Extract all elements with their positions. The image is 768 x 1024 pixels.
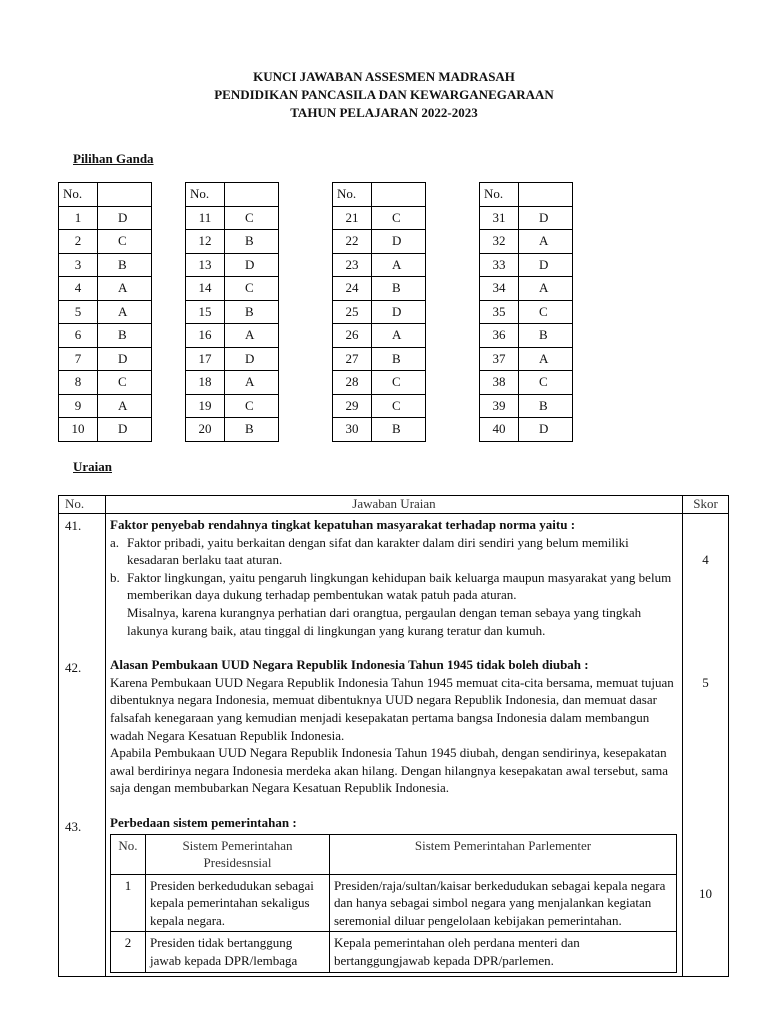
essay-numbers-cell (59, 514, 106, 977)
question-number: 12 (186, 230, 225, 254)
answer-row (480, 347, 573, 371)
question-number: 23 (333, 253, 372, 277)
answer-row (480, 230, 573, 254)
answer-row (59, 277, 152, 301)
answer-table-4 (479, 182, 573, 442)
comparison-col-no: No. (111, 834, 146, 874)
question-number: 19 (186, 394, 225, 418)
answer-col-no: No. (59, 183, 98, 207)
question-number: 24 (333, 277, 372, 301)
answer-key: B (225, 230, 279, 254)
question-number: 13 (186, 253, 225, 277)
answer-key: B (519, 324, 573, 348)
answer-table-3 (332, 182, 426, 442)
comparison-presidensial-cell: Presiden berkedudukan sebagai kepala pemerintahan sekaligus kepala negara. (146, 874, 330, 932)
answer-row (480, 324, 573, 348)
answer-key: A (225, 324, 279, 348)
comparison-header-row (111, 834, 677, 874)
q41-item-a-letter: a. (110, 534, 120, 550)
answer-key: C (372, 206, 426, 230)
answer-key: D (98, 347, 152, 371)
question-number: 21 (333, 206, 372, 230)
document-year: TAHUN PELAJARAN 2022-2023 (290, 105, 478, 120)
comparison-row (111, 874, 677, 932)
answer-row (59, 300, 152, 324)
question-number: 26 (333, 324, 372, 348)
question-number: 39 (480, 394, 519, 418)
comparison-parlementer-cell: Presiden/raja/sultan/kaisar berkedudukan sebagai kepala negara dan hanya sebagai simbol negara yang menjalankan kegiatan seremonial diluar pengelolaan kebijakan pemerintahan. (330, 874, 677, 932)
q41-item-b-letter: b. (110, 569, 120, 585)
answer-key: D (98, 206, 152, 230)
answer-key: A (225, 371, 279, 395)
answer-key: D (225, 253, 279, 277)
question-number: 36 (480, 324, 519, 348)
document-subject: PENDIDIKAN PANCASILA DAN KEWARGANEGARAAN (214, 87, 554, 102)
comparison-row (111, 932, 677, 972)
answer-row (480, 394, 573, 418)
q42-heading: Alasan Pembukaan UUD Negara Republik Indonesia Tahun 1945 tidak boleh diubah : (110, 657, 589, 673)
answer-key: C (225, 394, 279, 418)
q41-heading: Faktor penyebab rendahnya tingkat kepatuhan masyarakat terhadap norma yaitu : (110, 517, 576, 532)
answer-key: C (225, 206, 279, 230)
answer-header-row (333, 183, 426, 207)
answer-row (59, 394, 152, 418)
answer-key: A (372, 253, 426, 277)
q41-item-b-text: Faktor lingkungan, yaitu pengaruh lingkungan kehidupan baik keluarga maupun masyarakat yang belum memberikan daya dukung terhadap pembentukan watak patuh pada aturan. (127, 569, 672, 603)
section-pilihan-ganda: Pilihan Ganda (73, 151, 154, 166)
question-number: 11 (186, 206, 225, 230)
q41-score: 4 (702, 552, 709, 567)
answer-key: D (519, 253, 573, 277)
answer-col-no: No. (186, 183, 225, 207)
answer-row (186, 300, 279, 324)
answer-row (186, 324, 279, 348)
answer-key: A (372, 324, 426, 348)
question-number: 40 (480, 418, 519, 442)
answer-row (186, 347, 279, 371)
answer-row (333, 230, 426, 254)
answer-row (333, 277, 426, 301)
answer-header-row (480, 183, 573, 207)
question-number: 18 (186, 371, 225, 395)
answer-row (480, 277, 573, 301)
q43-number: 43. (65, 819, 82, 834)
answer-row (480, 418, 573, 442)
answer-row (480, 300, 573, 324)
answer-key: D (225, 347, 279, 371)
answer-row (480, 206, 573, 230)
question-number: 30 (333, 418, 372, 442)
answer-key: C (372, 371, 426, 395)
comparison-row-number: 1 (111, 874, 146, 932)
answer-col-key (98, 183, 152, 207)
essay-body-row (59, 514, 729, 977)
answer-col-key (225, 183, 279, 207)
question-number: 31 (480, 206, 519, 230)
answer-key: C (98, 371, 152, 395)
answer-row (59, 206, 152, 230)
answer-row (186, 418, 279, 442)
question-number: 10 (59, 418, 98, 442)
comparison-col-presidensial: Sistem Pemerintahan Presidesnsial (146, 834, 330, 874)
q42-number: 42. (65, 660, 82, 675)
essay-answers-cell (106, 514, 683, 977)
q41-item-a (110, 534, 678, 569)
answer-row (59, 253, 152, 277)
answer-header-row (59, 183, 152, 207)
question-number: 9 (59, 394, 98, 418)
answer-row (333, 394, 426, 418)
answer-key: B (372, 347, 426, 371)
question-number: 3 (59, 253, 98, 277)
essay-table (58, 495, 729, 977)
question-number: 2 (59, 230, 98, 254)
question-number: 16 (186, 324, 225, 348)
question-number: 14 (186, 277, 225, 301)
question-number: 38 (480, 371, 519, 395)
answer-row (333, 253, 426, 277)
comparison-col-parlementer: Sistem Pemerintahan Parlementer (330, 834, 677, 874)
answer-key: B (519, 394, 573, 418)
answer-key: D (98, 418, 152, 442)
answer-row (186, 394, 279, 418)
essay-col-jawaban: Jawaban Uraian (106, 496, 683, 514)
answer-row (186, 230, 279, 254)
answer-key: A (98, 300, 152, 324)
essay-col-skor: Skor (683, 496, 729, 514)
question-number: 32 (480, 230, 519, 254)
answer-row (186, 253, 279, 277)
answer-header-row (186, 183, 279, 207)
question-number: 35 (480, 300, 519, 324)
answer-key: A (519, 347, 573, 371)
answer-row (186, 371, 279, 395)
answer-key: D (519, 206, 573, 230)
answer-key: C (225, 277, 279, 301)
question-number: 7 (59, 347, 98, 371)
q41-item-b (110, 569, 678, 639)
answer-table-1 (58, 182, 152, 442)
question-number: 5 (59, 300, 98, 324)
answer-row (59, 347, 152, 371)
answer-row (59, 371, 152, 395)
answer-row (186, 206, 279, 230)
answer-row (333, 324, 426, 348)
answer-col-key (519, 183, 573, 207)
answer-col-key (372, 183, 426, 207)
question-number: 37 (480, 347, 519, 371)
answer-key: C (519, 371, 573, 395)
question-number: 1 (59, 206, 98, 230)
answer-key: C (372, 394, 426, 418)
answer-key: A (98, 277, 152, 301)
answer-key: C (98, 230, 152, 254)
answer-row (59, 418, 152, 442)
document-title: KUNCI JAWABAN ASSESMEN MADRASAH (253, 69, 515, 84)
answer-row (186, 277, 279, 301)
question-number: 20 (186, 418, 225, 442)
essay-header-row (59, 496, 729, 514)
question-number: 6 (59, 324, 98, 348)
answer-key: A (519, 277, 573, 301)
answer-row (480, 253, 573, 277)
answer-row (333, 347, 426, 371)
answer-row (333, 206, 426, 230)
comparison-table (110, 834, 677, 973)
answer-key: B (98, 324, 152, 348)
answer-key: B (225, 418, 279, 442)
answer-key: B (372, 277, 426, 301)
answer-col-no: No. (480, 183, 519, 207)
answer-row (333, 300, 426, 324)
answer-key: B (98, 253, 152, 277)
q43-heading: Perbedaan sistem pemerintahan : (110, 814, 297, 830)
answer-row (480, 371, 573, 395)
answer-key: B (372, 418, 426, 442)
essay-col-no: No. (59, 496, 106, 514)
answer-row (333, 418, 426, 442)
question-number: 33 (480, 253, 519, 277)
answer-row (333, 371, 426, 395)
answer-col-no: No. (333, 183, 372, 207)
answer-key: D (372, 300, 426, 324)
question-number: 34 (480, 277, 519, 301)
q42-paragraph-2: Apabila Pembukaan UUD Negara Republik Indonesia Tahun 1945 diubah, dengan sendirinya, kesepakatan awal berdirinya negara Indonesia merdeka akan hilang. Dengan hilangnya kesepakatan awal tersebut, sama saja dengan membubarkan Negara Kesatuan Republik Indonesia. (110, 745, 669, 796)
q42-score: 5 (702, 675, 709, 690)
question-number: 29 (333, 394, 372, 418)
answer-table-2 (185, 182, 279, 442)
question-number: 22 (333, 230, 372, 254)
q42-paragraph-1: Karena Pembukaan UUD Negara Republik Indonesia Tahun 1945 memuat cita-cita bersama, memuat tujuan dibentuknya negara Indonesia, memuat dibentuknya UUD negara Republik Indonesia, dan memuat dasar falsafah kenegaraan yang kemudian menjadi kesepakatan pertama bangsa Indonesia dalam membangun wadah Negara Kesatuan Republik Indonesia. (110, 674, 674, 743)
question-number: 25 (333, 300, 372, 324)
q43-score: 10 (699, 886, 712, 901)
essay-scores-cell (683, 514, 729, 977)
answer-key: A (98, 394, 152, 418)
answer-key: D (519, 418, 573, 442)
q41-number: 41. (65, 518, 82, 533)
question-number: 8 (59, 371, 98, 395)
answer-key: A (519, 230, 573, 254)
question-number: 27 (333, 347, 372, 371)
answer-key: B (225, 300, 279, 324)
q41-item-b-example: Misalnya, karena kurangnya perhatian dari orangtua, pergaulan dengan teman sebaya yang tingkah lakunya kurang baik, atau tinggal di lingkungan yang kurang teratur dan kumuh. (127, 604, 642, 638)
comparison-presidensial-cell: Presiden tidak bertanggung jawab kepada DPR/lembaga (146, 932, 330, 972)
answer-row (59, 230, 152, 254)
answer-row (59, 324, 152, 348)
question-number: 17 (186, 347, 225, 371)
question-number: 15 (186, 300, 225, 324)
section-uraian: Uraian (73, 459, 112, 474)
comparison-row-number: 2 (111, 932, 146, 972)
question-number: 28 (333, 371, 372, 395)
question-number: 4 (59, 277, 98, 301)
answer-key: C (519, 300, 573, 324)
answer-key: D (372, 230, 426, 254)
comparison-parlementer-cell: Kepala pemerintahan oleh perdana menteri dan bertanggungjawab kepada DPR/parlemen. (330, 932, 677, 972)
q41-item-a-text: Faktor pribadi, yaitu berkaitan dengan sifat dan karakter dalam diri sendiri yang belum memiliki kesadaran berlaku taat aturan. (127, 534, 629, 568)
